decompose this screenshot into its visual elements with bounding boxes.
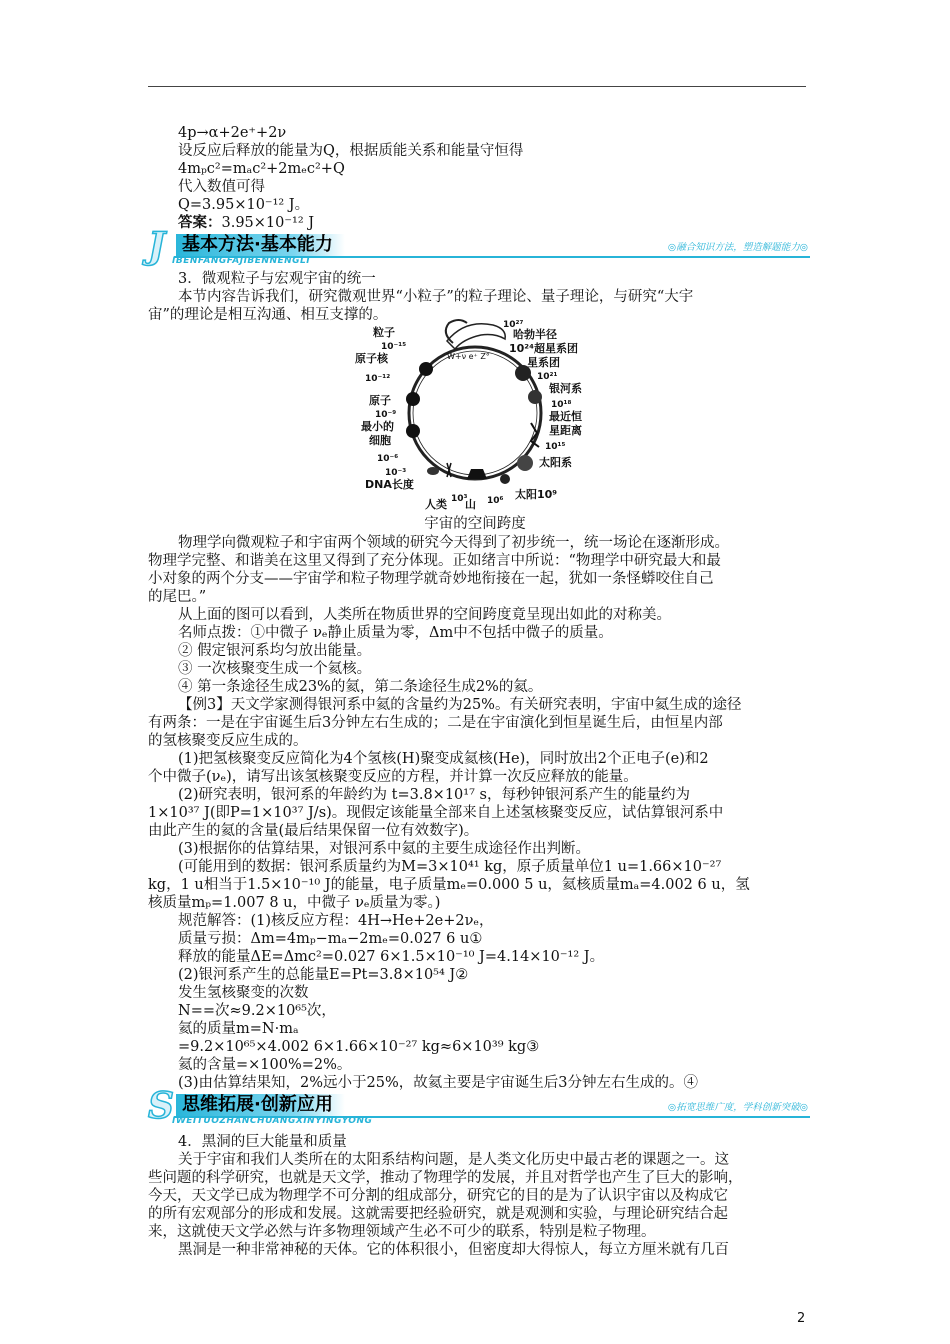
sun-icon: [500, 474, 510, 484]
figure-label: 10⁶: [487, 496, 504, 506]
figure-caption: 宇宙的空间跨度: [424, 516, 526, 532]
text-line: 关于宇宙和我们人类所在的太阳系结构问题，是人类文化历史中最古老的课题之一。这: [178, 1152, 729, 1168]
solar-system-icon: [517, 455, 533, 471]
banner-tagline: ◎融合知识方法，塑造解题能力◎: [667, 242, 808, 253]
text-line: 来，这就使天文学必然与许多物理领域产生必不可少的联系，特别是粒子物理。: [148, 1224, 656, 1240]
atom-icon: [406, 392, 420, 406]
text-line: 小对象的两个分支——宇宙学和粒子物理学就奇妙地衔接在一起，犹如一条怪蟒咬住自己: [148, 571, 714, 587]
galaxy-icon: [528, 390, 542, 404]
example-line: 核质量mₚ=1.007 8 u，中微子 νₑ质量为零。): [148, 895, 441, 911]
text-line: 今天，天文学已成为物理学不可分割的组成部分，研究它的目的是为了认识宇宙以及构成它: [148, 1188, 728, 1204]
text-line: 代入数值可得: [178, 179, 265, 195]
example-line: kg，1 u相当于1.5×10⁻¹⁰ J的能量，电子质量mₑ=0.000 5 u，氦核质量mₐ=4.002 6 u，氢: [148, 877, 750, 893]
figure-label: 粒子: [373, 326, 395, 339]
section-heading: 4．黑洞的巨大能量和质量: [178, 1134, 347, 1150]
example-line: 由此产生的氦的含量(最后结果保留一位有效数字)。: [148, 823, 479, 839]
figure-label: 太阳系: [539, 456, 572, 469]
figure-label: 太阳10⁹: [515, 488, 558, 501]
example-line: (3)根据你的估算结果，对银河系中氦的主要生成途径作出判断。: [178, 841, 591, 857]
result-line: Q=3.95×10⁻¹² J。: [178, 197, 310, 213]
solution-line: 规范解答：(1)核反应方程：4H→He+2e+2νₑ，: [178, 913, 494, 929]
energy-equation: 4mₚc²=mₐc²+2mₑc²+Q: [178, 161, 345, 177]
figure-label: 10¹⁸: [551, 400, 572, 410]
figure-label: 最近恒: [549, 410, 582, 423]
solution-line: N==次≈9.2×10⁶⁵次，: [178, 1003, 336, 1019]
figure-label: 10¹⁵: [545, 442, 566, 452]
example-line: 的氢核聚变反应生成的。: [148, 733, 308, 749]
mountain-icon: [467, 469, 487, 479]
example-line: (1)把氢核聚变反应简化为4个氢核(H)聚变成氦核(He)，同时放出2个正电子(e)和2: [178, 751, 709, 767]
text-line: 黑洞是一种非常神秘的天体。它的体积很小，但密度却大得惊人，每立方厘米就有几百: [178, 1242, 729, 1258]
figure-label: 10²⁴超星系团: [509, 342, 578, 355]
answer-label: 答案：: [178, 215, 222, 231]
text-line: 的尾巴。”: [148, 589, 207, 605]
text-line: 本节内容告诉我们，研究微观世界“小粒子”的粒子理论、量子理论，与研究“大宇: [178, 289, 694, 305]
answer-value: 3.95×10⁻¹² J: [221, 215, 315, 231]
text-line: 的所有宏观部分的形成和发展。这就需要把经验研究，就是观测和实验，与理论研究结合起: [148, 1206, 728, 1222]
tip-line: ④ 第一条途径生成23%的氦，第二条途径生成2%的氦。: [178, 679, 543, 695]
example-line: 【例3】天文学家测得银河系中氦的含量约为25%。有关研究表明，宇宙中氦生成的途径: [178, 697, 742, 713]
text-line: 些问题的科学研究，也就是天文学，推动了物理学的发展，并且对哲学也产生了巨大的影响，: [148, 1170, 743, 1186]
example-line: 1×10³⁷ J(即P=1×10³⁷ J/s)。现假定该能量全部来自上述氢核聚变反应，试估算银河系中: [148, 805, 724, 821]
figure-label: 山: [465, 498, 476, 511]
tip-line: ③ 一次核聚变生成一个氦核。: [178, 661, 372, 677]
figure-label: 10⁻¹²: [365, 374, 391, 384]
banner-tagline: ◎拓宽思维广度，学科创新突破◎: [667, 1102, 808, 1113]
figure-label: 细胞: [369, 434, 391, 447]
solution-line: 释放的能量ΔE=Δmc²=0.027 6×1.5×10⁻¹⁰ J=4.14×10⁻¹² J。: [178, 949, 605, 965]
banner-letter: J: [148, 225, 166, 267]
figure-label: 10²⁷: [503, 320, 524, 330]
banner-pinyin: IWEITUOZHANCHUANGXINYINGYONG: [172, 1116, 373, 1126]
header-rule: [148, 86, 806, 87]
figure-label: 星系团: [527, 356, 560, 369]
tip-line: 名师点拨：①中微子 νₑ静止质量为零，Δm中不包括中微子的质量。: [178, 625, 613, 641]
example-line: 个中微子(νₑ)，请写出该氢核聚变反应的方程，并计算一次反应释放的能量。: [148, 769, 638, 785]
page-number: 2: [797, 1311, 806, 1326]
reaction-equation: 4p→α+2e⁺+2ν: [178, 125, 287, 141]
example-line: (可能用到的数据：银河系质量约为M=3×10⁴¹ kg，原子质量单位1 u=1.66×10⁻²⁷: [178, 859, 722, 875]
text-line: 物理学完整、和谐美在这里又得到了充分体现。正如绪言中所说：“物理学中研究最大和最: [148, 553, 721, 569]
tip-line: ② 假定银河系均匀放出能量。: [178, 643, 372, 659]
section-heading: 3．微观粒子与宏观宇宙的统一: [178, 271, 376, 287]
figure-label: 10⁻¹⁵: [381, 342, 407, 352]
figure-label: 10⁻⁹: [375, 410, 397, 420]
banner-title: 思维拓展·创新应用: [176, 1094, 345, 1116]
solution-line: =9.2×10⁶⁵×4.002 6×1.66×10⁻²⁷ kg≈6×10³⁹ kg③: [178, 1039, 540, 1055]
solution-line: (3)由估算结果知，2%远小于25%，故氦主要是宇宙诞生后3分钟左右生成的。④: [178, 1075, 698, 1091]
text-line: 设反应后释放的能量为Q，根据质能关系和能量守恒得: [178, 143, 524, 159]
figure-label: 10³: [451, 494, 468, 504]
banner-letter: S: [148, 1085, 174, 1127]
solution-line: 氦的含量=×100%=2%。: [178, 1057, 352, 1073]
universe-scale-figure: [355, 313, 595, 513]
banner-title: 基本方法·基本能力: [176, 234, 345, 256]
example-line: (2)研究表明，银河系的年龄约为 t=3.8×10¹⁷ s，每秒钟银河系产生的能量约为: [178, 787, 690, 803]
figure-label: 人类: [425, 498, 447, 511]
solution-line: 质量亏损：Δm=4mₚ−mₐ−2mₑ=0.027 6 u①: [178, 931, 483, 947]
text-line: 从上面的图可以看到，人类所在物质世界的空间跨度竟呈现出如此的对称美。: [178, 607, 671, 623]
figure-label: 10⁻³: [385, 468, 407, 478]
nucleus-icon: [419, 362, 433, 376]
figure-label: W+ν e⁺ Z°: [447, 352, 490, 361]
cell-icon: [406, 424, 420, 438]
figure-label: 银河系: [549, 382, 582, 395]
figure-label: 原子: [369, 394, 391, 407]
figure-label: 最小的: [361, 420, 394, 433]
figure-label: 哈勃半径: [513, 328, 557, 341]
dna-icon: [427, 467, 439, 475]
figure-label: 原子核: [355, 352, 388, 365]
solution-line: 氦的质量m=N·mₐ: [178, 1021, 299, 1037]
figure-label: 10²¹: [537, 372, 558, 382]
figure-label: 星距离: [549, 424, 582, 437]
banner-pinyin: IBENFANGFAJIBENNENGLI: [172, 256, 311, 266]
solution-line: 发生氢核聚变的次数: [178, 985, 309, 1001]
figure-label: DNA长度: [365, 478, 414, 491]
snake-head-icon: [447, 324, 505, 349]
figure-label: 10⁻⁶: [377, 454, 399, 464]
solution-line: (2)银河系产生的总能量E=Pt=3.8×10⁵⁴ J②: [178, 967, 469, 983]
example-line: 有两条：一是在宇宙诞生后3分钟左右生成的；二是在宇宙演化到恒星诞生后，由恒星内部: [148, 715, 723, 731]
section-banner-basic: [148, 225, 810, 270]
text-line: 物理学向微观粒子和宇宙两个领域的研究今天得到了初步统一，统一场论在逐渐形成。: [178, 535, 729, 551]
answer-line: [178, 214, 314, 232]
text-line: 宙”的理论是相互沟通、相互支撑的。: [148, 307, 388, 323]
section-banner-extension: [148, 1085, 810, 1130]
